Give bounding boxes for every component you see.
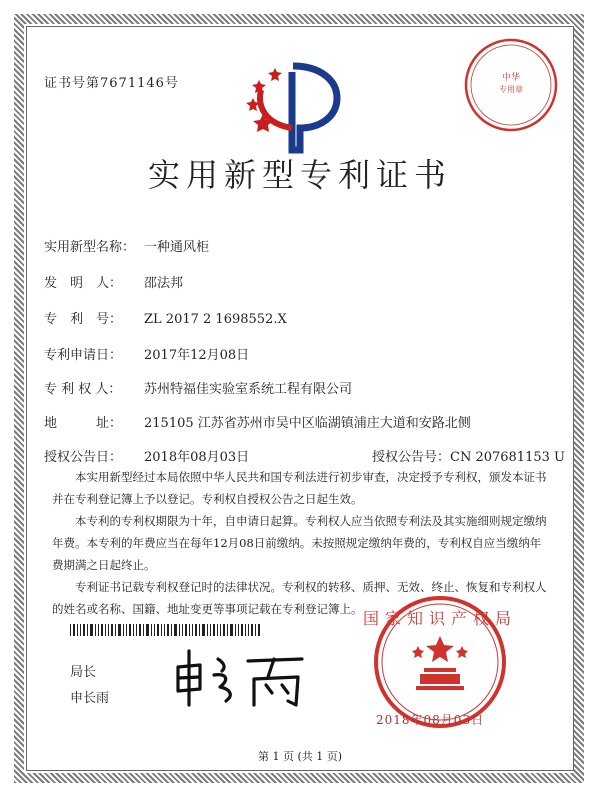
- top-seal-icon: [462, 36, 560, 134]
- field-label: 授权公告日：: [44, 450, 123, 465]
- field-application-date: [44, 344, 249, 363]
- field-value: 一种通风柜: [144, 240, 210, 255]
- field-patent-number: [44, 308, 287, 327]
- body-paragraph: 本专利的专利权期限为十年，自申请日起算。专利权人应当依照专利法及其实施细则规定缴纳年费。本专利的年费应当在每年12月08日前缴纳。未按照规定缴纳年费的，专利权自应当缴纳年费期满之日起终止。: [52, 514, 547, 572]
- body-paragraph: 专利证书记载专利权登记时的法律状况。专利权的转移、质押、无效、终止、恢复和专利权人的姓名或名称、国籍、地址变更等事项记载在专利登记簿上。: [52, 580, 547, 616]
- field-value: 215105 江苏省苏州市吴中区临湖镇浦庄大道和安路北侧: [144, 416, 471, 431]
- barcode-icon: [70, 624, 260, 636]
- seal-date: 2018年08月03日: [376, 713, 485, 727]
- field-value: 2017年12月08日: [144, 348, 250, 363]
- field-value: 2018年08月03日: [144, 450, 250, 465]
- field-value: 邵法邦: [144, 276, 184, 291]
- svg-text:专用章: 专用章: [499, 85, 523, 94]
- field-label: 专 利 号：: [44, 312, 123, 327]
- handwritten-signature-icon: [170, 645, 310, 710]
- field-utility-model-name: [44, 236, 209, 255]
- field-label: 专利申请日：: [44, 348, 123, 363]
- field-label: 专 利 权 人：: [44, 382, 122, 397]
- signature-block: [70, 660, 109, 712]
- field-inventor: [44, 272, 183, 291]
- grant-publication-number: 授权公告号：CN 207681153 U: [372, 450, 565, 465]
- signatory-title: 局长: [70, 665, 97, 680]
- certificate-number: 证书号第7671146号: [44, 76, 179, 91]
- official-seal-icon: [362, 594, 518, 730]
- field-label: 实用新型名称：: [44, 240, 136, 255]
- field-label: 发 明 人：: [44, 276, 123, 291]
- body-paragraph: 本实用新型经过本局依照中华人民共和国专利法进行初步审查，决定授予专利权，颁发本证书并在专利登记簿上予以登记。专利权自授权公告之日起生效。: [52, 470, 547, 506]
- field-grant-date: [44, 446, 565, 465]
- field-value: ZL 2017 2 1698552.X: [144, 312, 287, 327]
- page-title: 实用新型专利证书: [147, 156, 452, 194]
- field-label: 地 址：: [44, 416, 123, 431]
- field-address: [44, 412, 471, 431]
- page-number: 第 1 页 (共 1 页): [257, 750, 343, 763]
- svg-text:国家知识产权局: 国家知识产权局: [362, 609, 518, 628]
- field-patentee: [44, 378, 352, 397]
- field-value: 苏州特福佳实验室系统工程有限公司: [144, 382, 353, 397]
- sipo-logo-icon: [245, 58, 355, 158]
- signatory-name: 申长雨: [70, 691, 110, 706]
- svg-text:中华: 中华: [501, 73, 521, 83]
